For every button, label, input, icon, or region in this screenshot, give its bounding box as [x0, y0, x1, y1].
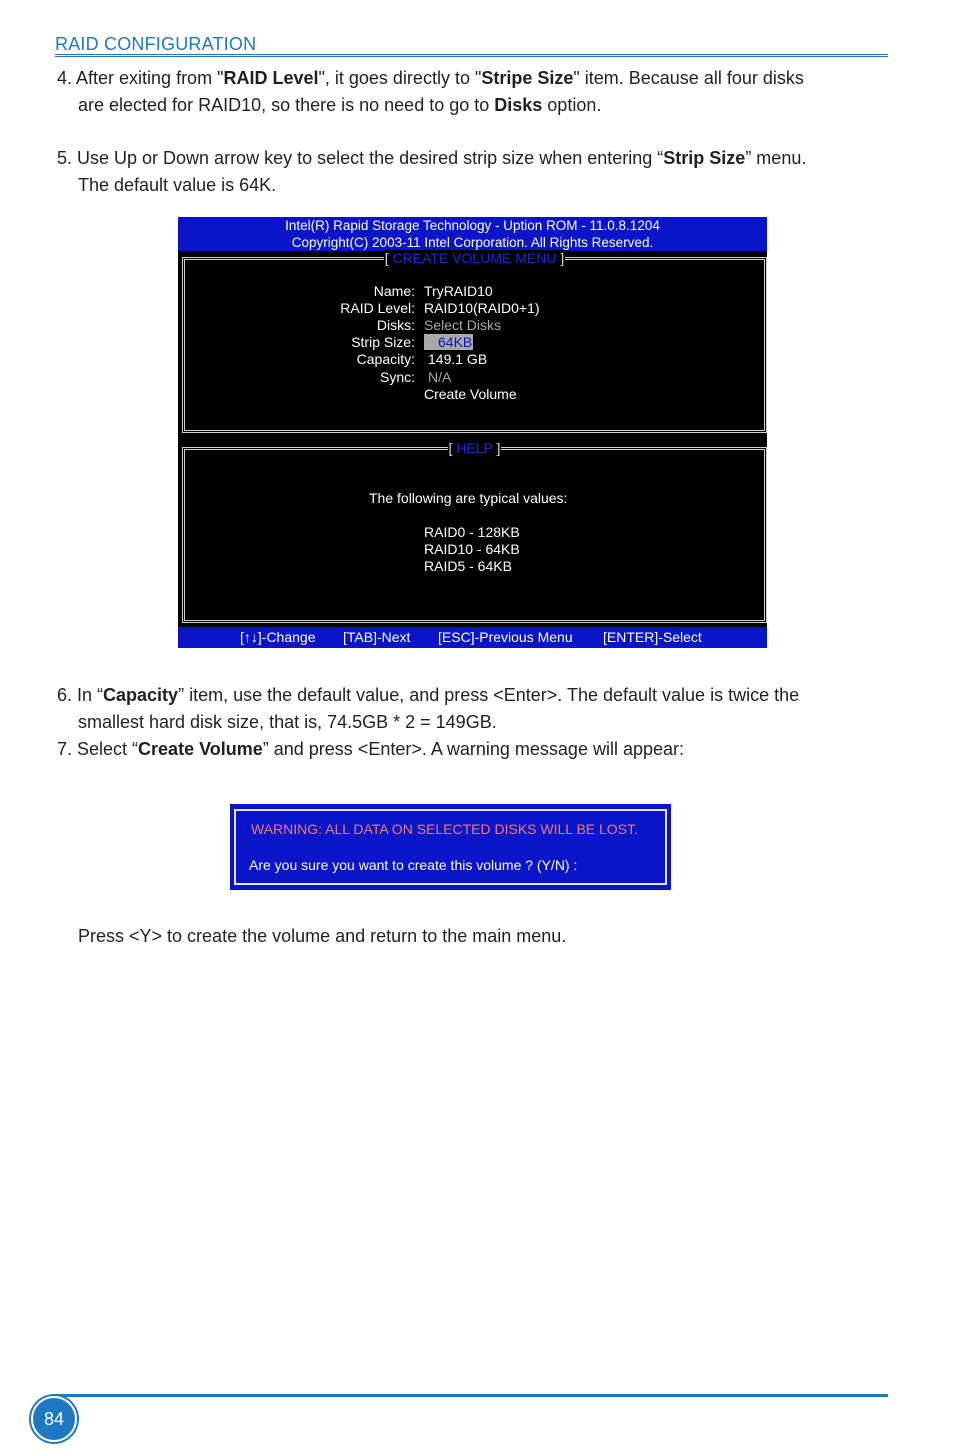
step-5-bold-strip-size: Strip Size: [663, 148, 746, 168]
page-header-title: RAID CONFIGURATION: [55, 34, 257, 54]
field-strip-size-label: Strip Size:: [351, 334, 415, 350]
help-title: [ HELP ]: [448, 440, 501, 456]
step-6-bold-capacity: Capacity: [103, 685, 179, 705]
warning-message: WARNING: ALL DATA ON SELECTED DISKS WILL BE LOST.: [251, 821, 638, 837]
step-4-text: option.: [542, 95, 602, 115]
header-rule-2: [55, 56, 888, 57]
warning-dialog-frame: [234, 809, 667, 885]
step-6-text: 6. In “: [57, 685, 104, 705]
step-4-text: ", it goes directly to ": [318, 68, 482, 88]
step-4-bold-raid-level: RAID Level: [223, 68, 319, 88]
step-6-paragraph: [57, 682, 887, 736]
step-4-paragraph: [57, 65, 887, 119]
help-raid5: RAID5 - 64KB: [424, 558, 512, 574]
help-raid10: RAID10 - 64KB: [424, 541, 520, 557]
key-previous-menu-hint: [ESC]-Previous Menu: [438, 629, 573, 645]
step-7-bold-create-volume: Create Volume: [138, 739, 263, 759]
create-volume-menu-title: [ CREATE VOLUME MENU ]: [384, 250, 565, 266]
field-capacity-label: Capacity:: [356, 351, 415, 367]
bios-key-bar: [178, 627, 767, 648]
field-strip-size-value[interactable]: 64KB: [424, 334, 473, 350]
step-4-bold-disks: Disks: [494, 95, 543, 115]
step-5-text: 5. Use Up or Down arrow key to select the desired strip size when entering “: [57, 148, 664, 168]
field-raid-level-value: RAID10(RAID0+1): [424, 300, 540, 316]
bios-screen: [178, 217, 767, 648]
step-6-line-2: smallest hard disk size, that is, 74.5GB * 2 = 149GB.: [78, 712, 497, 732]
header-rule: [55, 54, 888, 55]
key-change-hint: [↑↓]-Change: [240, 629, 316, 645]
warning-dialog: [230, 804, 671, 890]
field-disks-label: Disks:: [376, 317, 415, 333]
help-raid0: RAID0 - 128KB: [424, 524, 520, 540]
step-4-text: are elected for RAID10, so there is no need to go to: [78, 95, 495, 115]
field-sync-label: Sync:: [379, 369, 415, 385]
bios-title-bar: [178, 217, 767, 251]
step-7-text: ” and press <Enter>. A warning message will appear:: [262, 739, 684, 759]
bios-title-line-1: Intel(R) Rapid Storage Technology - Uption ROM - 11.0.8.1204: [285, 218, 660, 233]
field-name-value: TryRAID10: [424, 283, 493, 299]
step-6-text: ” item, use the default value, and press <Enter>. The default value is twice the: [178, 685, 800, 705]
bios-title-line-2: Copyright(C) 2003-11 Intel Corporation. All Rights Reserved.: [291, 235, 654, 250]
step-5-paragraph: [57, 145, 887, 199]
step-4-text: " item. Because all four disks: [573, 68, 804, 88]
key-select-hint: [ENTER]-Select: [603, 629, 702, 645]
create-volume-menu-title-text: CREATE VOLUME MENU: [392, 250, 557, 266]
press-y-paragraph: Press <Y> to create the volume and return to the main menu.: [78, 926, 567, 946]
field-capacity-value: 149.1 GB: [428, 351, 488, 367]
step-5-line-2: The default value is 64K.: [78, 175, 277, 195]
footer-rule: [55, 1394, 888, 1397]
help-title-text: HELP: [456, 440, 493, 456]
field-name-label: Name:: [373, 283, 415, 299]
field-raid-level-label: RAID Level:: [340, 300, 415, 316]
field-sync-value: N/A: [428, 369, 452, 385]
step-7-paragraph: [57, 736, 887, 763]
page-number-badge: 84: [31, 1396, 77, 1442]
step-7-text: 7. Select “: [57, 739, 139, 759]
confirm-prompt[interactable]: Are you sure you want to create this volume ? (Y/N) :: [249, 857, 578, 873]
step-5-text: ” menu.: [745, 148, 807, 168]
step-4-text: 4. After exiting from ": [57, 68, 224, 88]
step-4-bold-stripe-size: Stripe Size: [481, 68, 574, 88]
create-volume-option-label: Create Volume: [424, 386, 517, 402]
field-disks-value: Select Disks: [424, 317, 502, 333]
step-4-line-2: [57, 92, 887, 119]
key-next-hint: [TAB]-Next: [343, 629, 411, 645]
help-intro: The following are typical values:: [369, 490, 568, 506]
